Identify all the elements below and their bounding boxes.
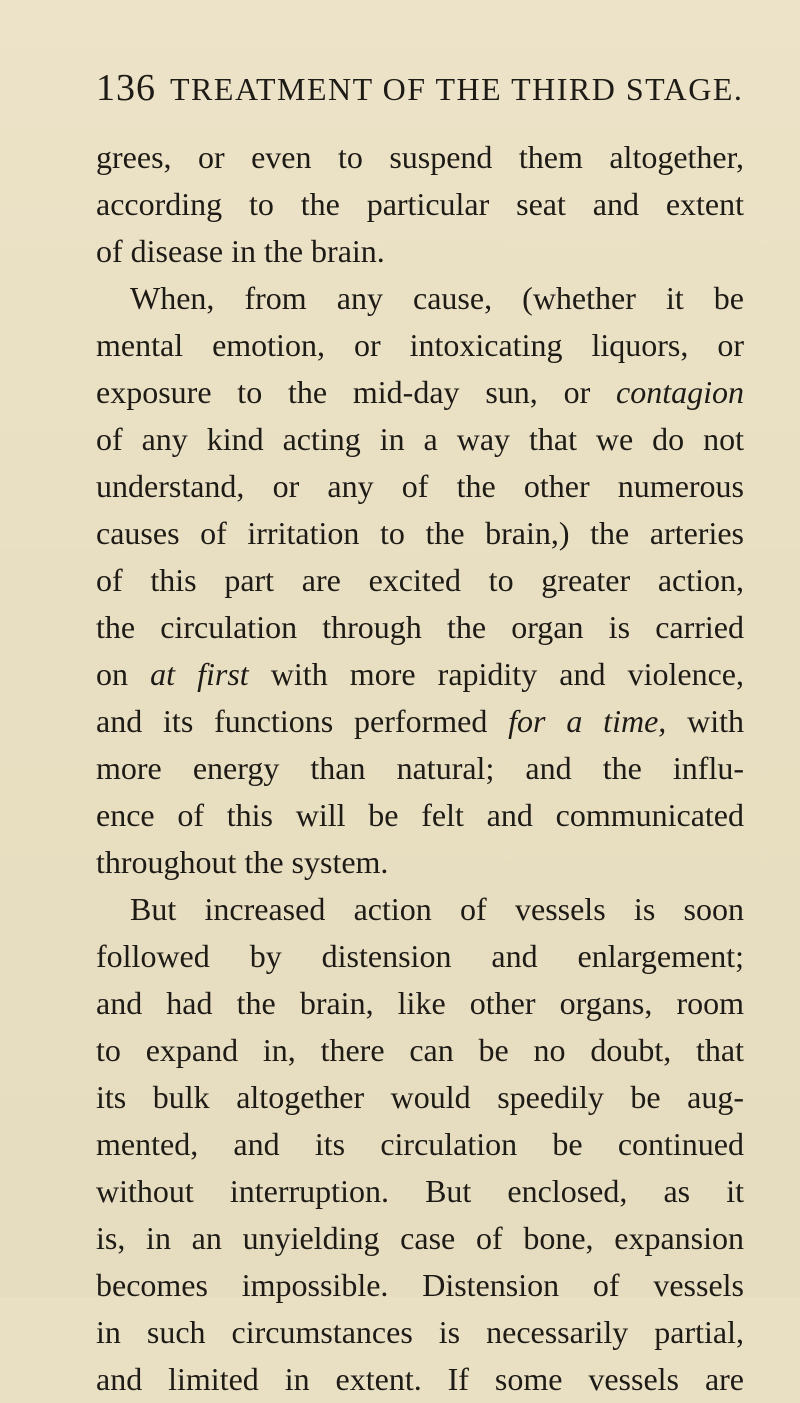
text-line (96, 228, 744, 275)
text-run: is, in an unyielding case of bone, expansion (96, 1220, 744, 1256)
text-line (96, 1356, 744, 1403)
text-line (96, 134, 744, 181)
text-run: and had the brain, like other organs, room (96, 985, 744, 1021)
text-run: becomes impossible. Distension of vessels (96, 1267, 744, 1303)
text-run: of this part are excited to greater action, (96, 562, 744, 598)
text-run: mental emotion, or intoxicating liquors, or (96, 327, 744, 363)
text-run: with more rapidity and violence, (248, 656, 744, 692)
text-run: its bulk altogether would speedily be aug- (96, 1079, 744, 1115)
text-line (96, 1262, 744, 1309)
text-run: mented, and its circulation be continued (96, 1126, 744, 1162)
italic-text: at first (150, 656, 249, 692)
text-line (96, 980, 744, 1027)
text-run: When, from any cause, (whether it be (130, 280, 744, 316)
text-line (96, 604, 744, 651)
text-run: the circulation through the organ is carried (96, 609, 744, 645)
text-run: with (666, 703, 745, 739)
text-line (96, 933, 744, 980)
text-line (96, 416, 744, 463)
page-number: 136 (96, 67, 156, 109)
text-run: exposure to the mid-day sun, or (96, 374, 617, 410)
text-run: in such circumstances is necessarily partial, (96, 1314, 744, 1350)
text-line (96, 369, 744, 416)
text-line (96, 322, 744, 369)
text-line (96, 275, 744, 322)
text-line (96, 1121, 744, 1168)
text-line (96, 839, 744, 886)
text-run: more energy than natural; and the influ- (96, 750, 744, 786)
text-run: grees, or even to suspend them altogether, (96, 139, 744, 175)
text-line (96, 651, 744, 698)
text-run: on (96, 656, 151, 692)
text-line (96, 1027, 744, 1074)
text-line (96, 557, 744, 604)
text-line (96, 1168, 744, 1215)
running-title: TREATMENT OF THE THIRD STAGE. (170, 71, 744, 107)
text-line (96, 1309, 744, 1356)
text-run: throughout the system. (96, 844, 389, 880)
text-run: causes of irritation to the brain,) the arteries (96, 515, 744, 551)
text-run: followed by distension and enlargement; (96, 938, 744, 974)
text-line (96, 698, 744, 745)
text-run: ence of this will be felt and communicated (96, 797, 744, 833)
text-line (96, 886, 744, 933)
text-line (96, 1215, 744, 1262)
text-run: to expand in, there can be no doubt, that (96, 1032, 744, 1068)
text-run: of disease in the brain. (96, 233, 385, 269)
text-line (96, 510, 744, 557)
running-header (96, 67, 744, 109)
text-run: of any kind acting in a way that we do not (96, 421, 744, 457)
text-run: according to the particular seat and extent (96, 186, 744, 222)
text-run: understand, or any of the other numerous (96, 468, 744, 504)
text-line (96, 745, 744, 792)
text-run: But increased action of vessels is soon (130, 891, 744, 927)
text-run: without interruption. But enclosed, as it (96, 1173, 744, 1209)
text-line (96, 792, 744, 839)
text-run: and its functions performed (96, 703, 509, 739)
text-line (96, 463, 744, 510)
body-text (96, 134, 744, 1403)
text-line (96, 181, 744, 228)
italic-text: for a time, (508, 703, 667, 739)
text-line (96, 1074, 744, 1121)
text-run: and limited in extent. If some vessels are (96, 1361, 744, 1397)
italic-text: contagion (616, 374, 744, 410)
